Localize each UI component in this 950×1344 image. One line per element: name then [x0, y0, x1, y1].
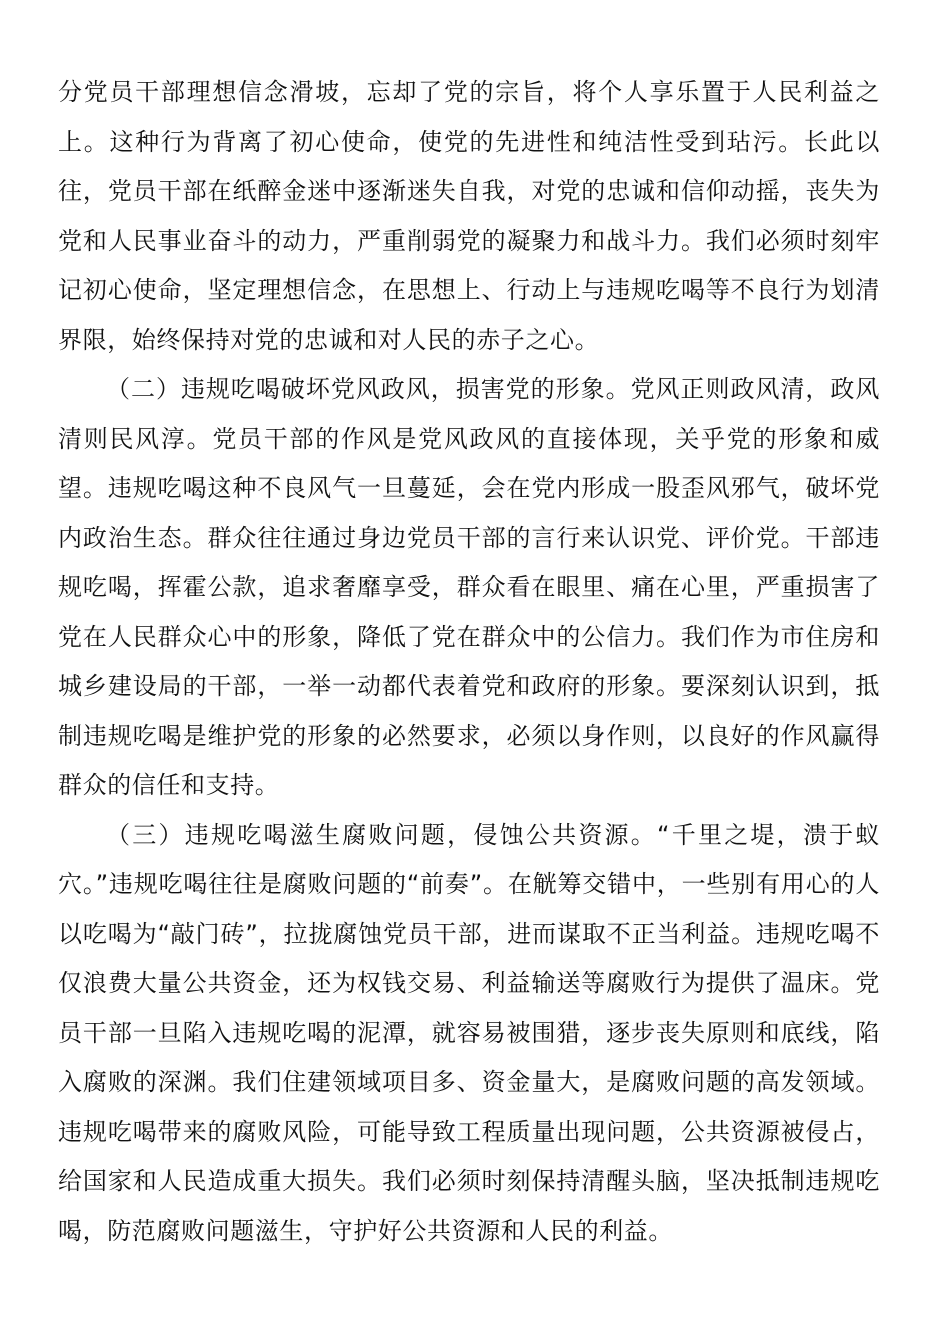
document-body [58, 68, 880, 1256]
paragraph-section-2: （二）违规吃喝破坏党风政风，损害党的形象。党风正则政风清，政风清则民风淳。党员干部的作风是党风政风的直接体现，关乎党的形象和威望。违规吃喝这种不良风气一旦蔓延，会在党内形成一股歪风邪气，破坏党内政治生态。群众往往通过身边党员干部的言行来认识党、评价党。干部违规吃喝，挥霍公款，追求奢靡享受，群众看在眼里、痛在心里，严重损害了党在人民群众心中的形象，降低了党在群众中的公信力。我们作为市住房和城乡建设局的干部，一举一动都代表着党和政府的形象。要深刻认识到，抵制违规吃喝是维护党的形象的必然要求，必须以身作则，以良好的作风赢得群众的信任和支持。 [58, 375, 880, 799]
paragraph-continued: 分党员干部理想信念滑坡，忘却了党的宗旨，将个人享乐置于人民利益之上。这种行为背离了初心使命，使党的先进性和纯洁性受到玷污。长此以往，党员干部在纸醉金迷中逐渐迷失自我，对党的忠诚和信仰动摇，丧失为党和人民事业奋斗的动力，严重削弱党的凝聚力和战斗力。我们必须时刻牢记初心使命，坚定理想信念，在思想上、行动上与违规吃喝等不良行为划清界限，始终保持对党的忠诚和对人民的赤子之心。 [58, 78, 880, 354]
paragraph-section-3: （三）违规吃喝滋生腐败问题，侵蚀公共资源。“千里之堤，溃于蚁穴。”违规吃喝往往是腐败问题的“前奏”。在觥筹交错中，一些别有用心的人以吃喝为“敲门砖”，拉拢腐蚀党员干部，进而谋取不正当利益。违规吃喝不仅浪费大量公共资金，还为权钱交易、利益输送等腐败行为提供了温床。党员干部一旦陷入违规吃喝的泥潭，就容易被围猎，逐步丧失原则和底线，陷入腐败的深渊。我们住建领域项目多、资金量大，是腐败问题的高发领域。违规吃喝带来的腐败风险，可能导致工程质量出现问题，公共资源被侵占，给国家和人民造成重大损失。我们必须时刻保持清醒头脑，坚决抵制违规吃喝，防范腐败问题滋生，守护好公共资源和人民的利益。 [58, 820, 880, 1245]
